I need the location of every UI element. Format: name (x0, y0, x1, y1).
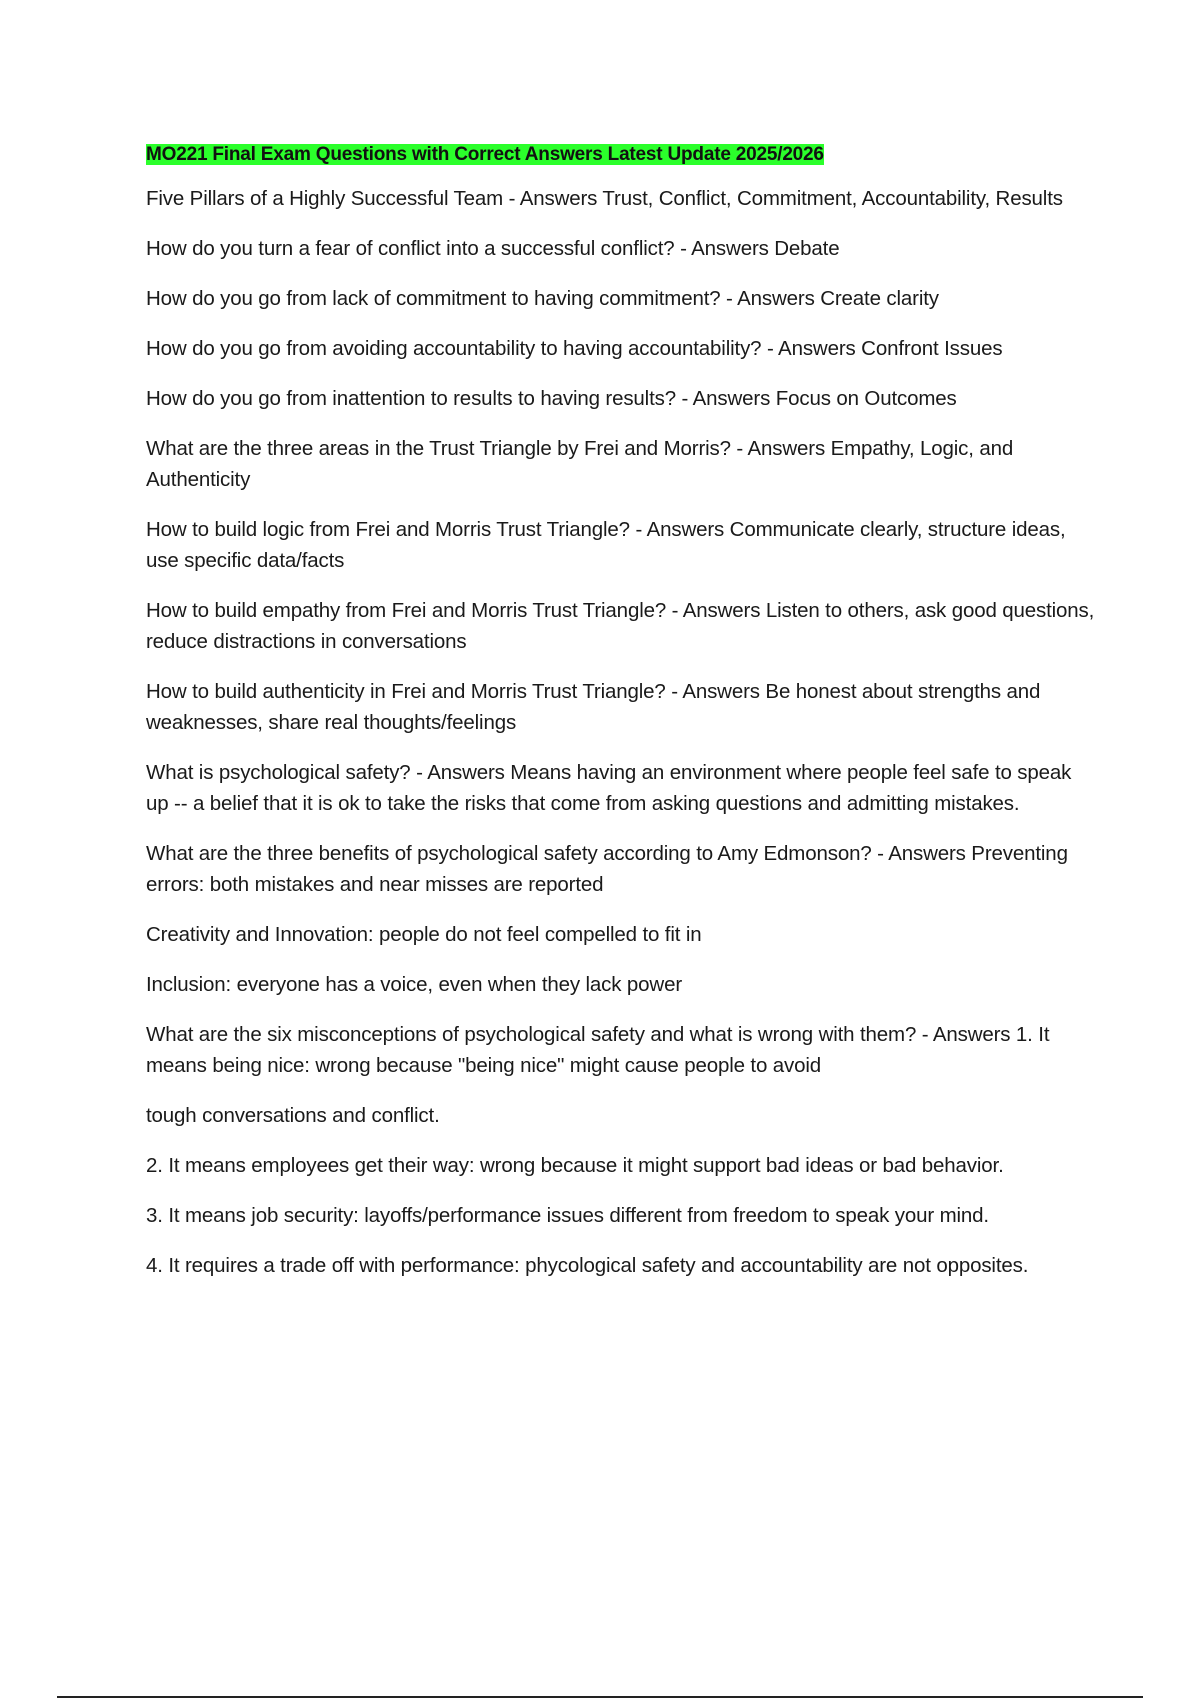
paragraph-results: How do you go from inattention to results to having results? - Answers Focus on Outcomes (146, 387, 957, 410)
paragraph-build-logic: How to build logic from Frei and Morris Trust Triangle? - Answers Communicate clearly, structure ideas, use specific data/facts (146, 518, 1066, 572)
paragraph-trust-triangle: What are the three areas in the Trust Triangle by Frei and Morris? - Answers Empathy, Logic, and Authenticity (146, 437, 1014, 491)
paragraph-creativity: Creativity and Innovation: people do not feel compelled to fit in (146, 923, 702, 946)
document-body (146, 142, 1096, 1300)
paragraph-misconception-4: 4. It requires a trade off with performance: phycological safety and accountability are not opposites. (146, 1254, 1029, 1277)
paragraph-accountability: How do you go from avoiding accountability to having accountability? - Answers Confront Issues (146, 337, 1003, 360)
paragraph-benefits: What are the three benefits of psychological safety according to Amy Edmonson? - Answers Preventing errors: both mistakes and near misses are reported (146, 842, 1068, 896)
title-line (146, 142, 1096, 169)
paragraph-tough-conversations: tough conversations and conflict. (146, 1104, 440, 1127)
paragraph-pillars: Five Pillars of a Highly Successful Team - Answers Trust, Conflict, Commitment, Accountability, Results (146, 187, 1063, 210)
paragraph-misconception-3: 3. It means job security: layoffs/performance issues different from freedom to speak your mind. (146, 1204, 989, 1227)
paragraph-build-empathy: How to build empathy from Frei and Morris Trust Triangle? - Answers Listen to others, ask good questions, reduce distractions in conversations (146, 599, 1095, 653)
document-title: MO221 Final Exam Questions with Correct Answers Latest Update 2025/2026 (146, 144, 824, 165)
paragraph-psych-safety: What is psychological safety? - Answers Means having an environment where people feel safe to speak up -- a belief that it is ok to take the risks that come from asking questions and admitting mistakes. (146, 761, 1072, 815)
paragraph-build-authenticity: How to build authenticity in Frei and Morris Trust Triangle? - Answers Be honest about strengths and weaknesses, share real thoughts/feelings (146, 680, 1041, 734)
paragraph-inclusion: Inclusion: everyone has a voice, even when they lack power (146, 973, 683, 996)
paragraph-misconception-2: 2. It means employees get their way: wrong because it might support bad ideas or bad behavior. (146, 1154, 1004, 1177)
paragraph-conflict: How do you turn a fear of conflict into a successful conflict? - Answers Debate (146, 237, 840, 260)
paragraph-commitment: How do you go from lack of commitment to having commitment? - Answers Create clarity (146, 287, 939, 310)
paragraph-misconceptions: What are the six misconceptions of psychological safety and what is wrong with them? - Answers 1. It means being nice: wrong because "being nice" might cause people to avoid (146, 1023, 1050, 1077)
page-bottom-rule (57, 1696, 1143, 1698)
